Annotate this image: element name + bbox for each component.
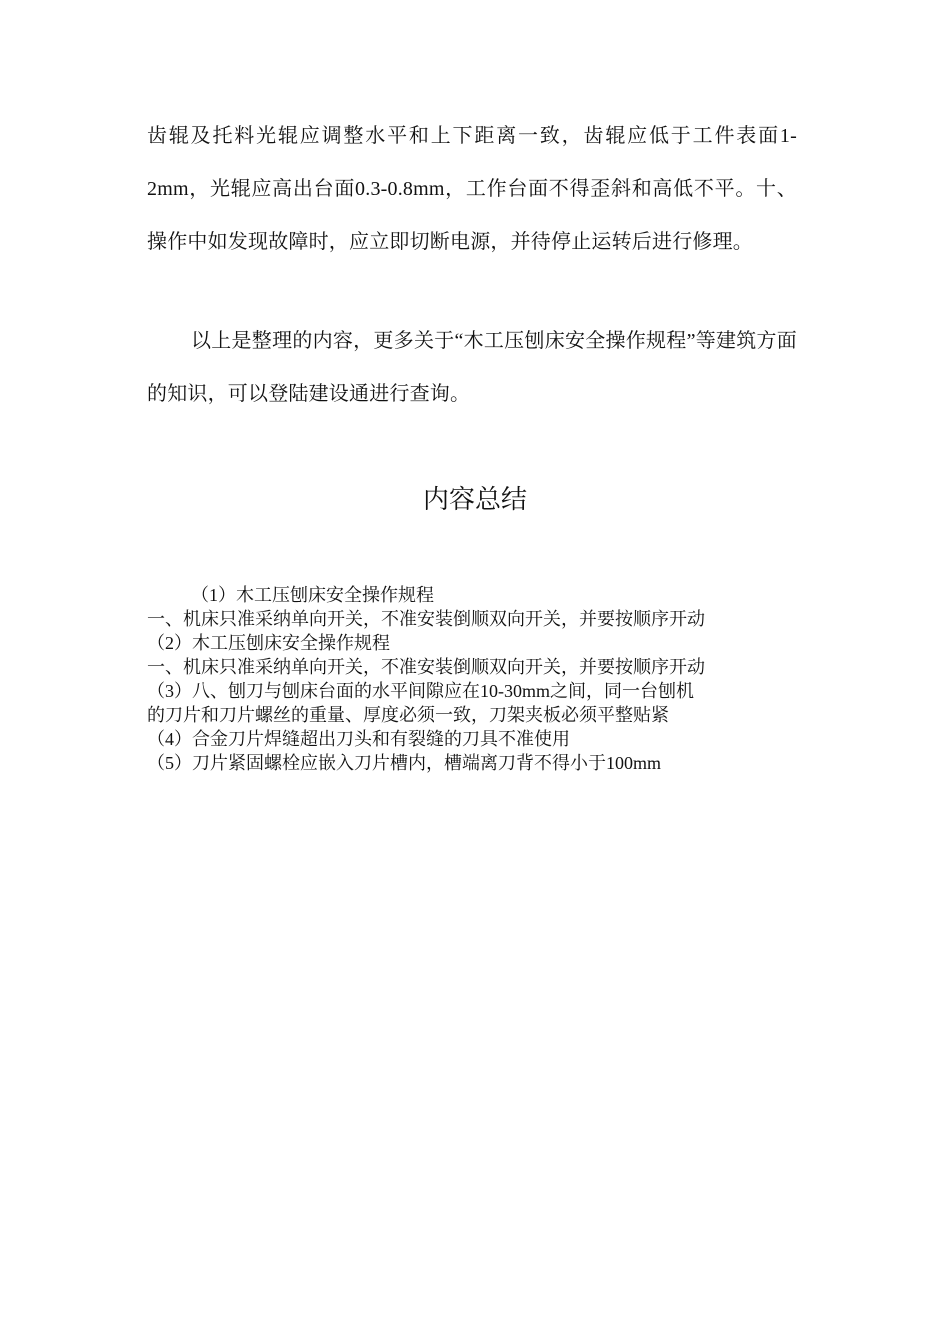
summary-line: 的刀片和刀片螺丝的重量、厚度必须一致，刀架夹板必须平整贴紧: [147, 705, 669, 725]
summary-line: （3）八、刨刀与刨床台面的水平间隙应在10-30mm之间，同一台刨机: [147, 681, 694, 701]
summary-line: （2）木工压刨床安全操作规程: [147, 633, 390, 653]
summary-title: 内容总结: [422, 485, 527, 514]
summary-line: （4）合金刀片焊缝超出刀头和有裂缝的刀具不准使用: [147, 729, 570, 749]
summary-line: （1）木工压刨床安全操作规程: [191, 585, 434, 605]
summary-line: 一、机床只准采纳单向开关，不准安装倒顺双向开关，并要按顺序开动: [147, 657, 705, 677]
summary-line: 一、机床只准采纳单向开关，不准安装倒顺双向开关，并要按顺序开动: [147, 609, 705, 629]
summary-line: （5）刀片紧固螺栓应嵌入刀片槽内，槽端离刀背不得小于100mm: [147, 753, 661, 773]
summary-list: [147, 583, 807, 775]
body-paragraph-1: 齿辊及托料光辊应调整水平和上下距离一致，齿辊应低于工件表面1-2mm，光辊应高出台面0.3-0.8mm，工作台面不得歪斜和高低不平。十、操作中如发现故障时，应立即切断电源，并待停止运转后进行修理。: [147, 125, 797, 253]
body-paragraph-2: 以上是整理的内容，更多关于“木工压刨床安全操作规程”等建筑方面的知识，可以登陆建设通进行查询。: [147, 330, 797, 405]
